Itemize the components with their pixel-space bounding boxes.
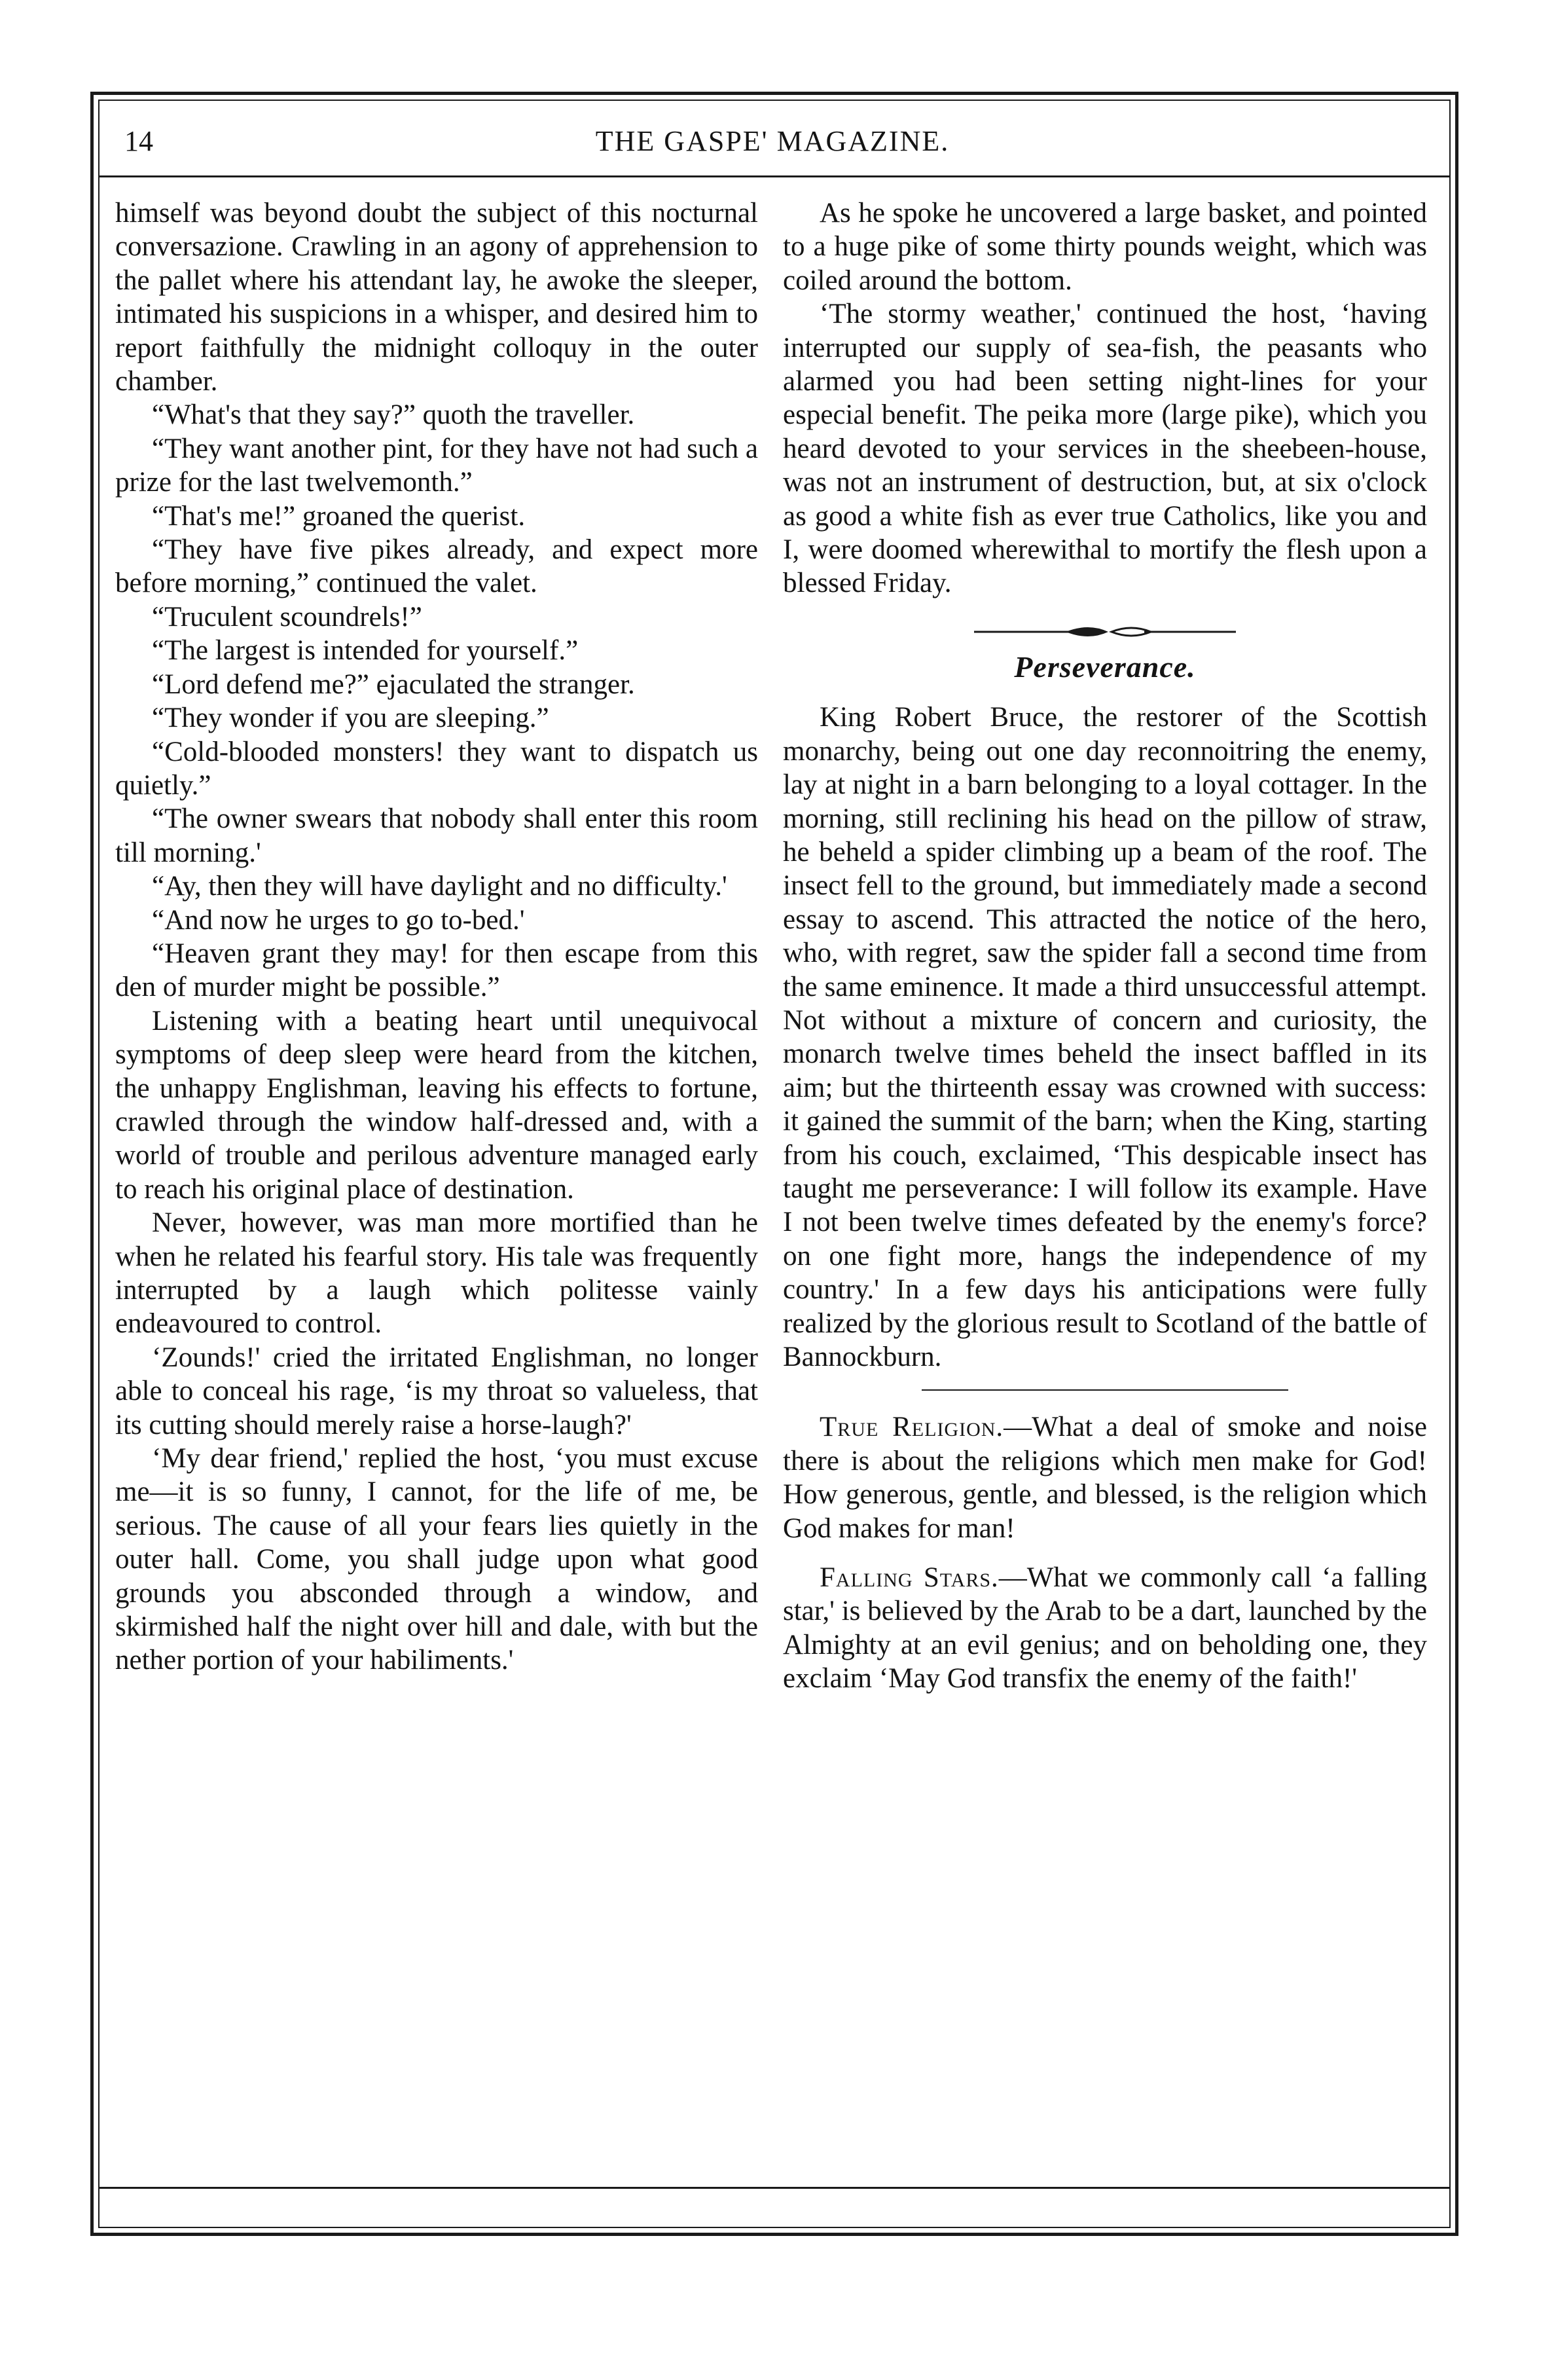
true-religion-lead: True Religion. (820, 1412, 1004, 1443)
paragraph: King Robert Bruce, the restorer of the Scottish monarchy, being out one day reconnoitring the enemy, lay at night in a barn belonging to a loyal cottager. In the morning, still reclining his head on the pillow of straw, he beheld a spider climbing up a beam of the roof. The insect fell to the ground, but immediately made a second essay to ascend. This attracted the notice of the hero, who, with regret, saw the spider fall a second time from the same eminence. It made a third unsuccessful attempt. Not without a mixture of concern and curiosity, the monarch twelve times beheld the insect baffled in its aim; but the thirteenth essay was crowned with success: it gained the summit of the barn; when the King, starting from his couch, exclaimed, ‘This despicable insect has taught me perseverance: I will follow its example. Have I not been twelve times defeated by the enemy's force? on one fight more, hangs the independence of my country.' In a few days his anticipations were fully realized by the glorious result to Scotland of the battle of Bannockburn. (783, 702, 1427, 1372)
page-number: 14 (124, 125, 153, 157)
falling-stars-paragraph (783, 1561, 1427, 1696)
true-religion-paragraph (783, 1410, 1427, 1545)
paragraph: ‘My dear friend,' replied the host, ‘you must excuse me—it is so funny, I cannot, for the life of me, be serious. The cause of all your fears lies quietly in the outer hall. Come, you shall judge upon what good grounds you absconded through a window, and skirmished half the night over hill and dale, with but the nether portion of your habiliments.' (115, 1443, 758, 1676)
paragraph: himself was beyond doubt the subject of this nocturnal conversazione. Crawling in an agony of apprehension to the pallet where his attendant lay, he awoke the sleeper, intimated his suspicions in a whisper, and desired him to report faithfully the midnight colloquy in the outer chamber. (115, 198, 758, 397)
true-religion-text: —What a deal of smoke and noise there is about the religions which men make for God! How generous, gentle, and blessed, is the religion which God makes for man! (783, 1412, 1427, 1544)
falling-stars-text: —What we commonly call ‘a falling star,' is believed by the Arab to be a dart, launched by the Almighty at an evil genius; and on beholding one, they exclaim ‘May God transfix the enemy of the faith!' (783, 1562, 1427, 1694)
paragraph: Listening with a beating heart until unequivocal symptoms of deep sleep were heard from the kitchen, the unhappy Englishman, leaving his effects to fortune, crawled through the window half-dressed and, with a world of trouble and perilous adventure managed early to reach his original place of destination. (115, 1005, 758, 1205)
paragraph: “And now he urges to go to-bed.' (152, 904, 525, 936)
paragraph: As he spoke he uncovered a large basket, and pointed to a huge pike of some thirty pounds weight, which was coiled around the bottom. (783, 198, 1427, 296)
page-header (118, 124, 1427, 170)
paragraph: “Ay, then they will have daylight and no difficulty.' (152, 871, 727, 902)
paragraph: “That's me!” groaned the querist. (152, 500, 526, 532)
paragraph: “What's that they say?” quoth the traveller. (152, 399, 635, 431)
paragraph: “They have five pikes already, and expect more before morning,” continued the valet. (115, 534, 758, 599)
paragraph: “They wonder if you are sleeping.” (152, 703, 549, 734)
paragraph: ‘The stormy weather,' continued the host, ‘having interrupted our supply of sea-fish, the peasants who alarmed you had been setting night-lines for your especial benefit. The peika more (large pike), which you heard devoted to your services in the sheebeen-house, was not an instrument of destruction, but, at six o'clock as good a white fish as ever true Catholics, like you and I, were doomed wherewithal to mortify the flesh upon a blessed Friday. (783, 299, 1427, 599)
paragraph: “The largest is intended for yourself.” (152, 635, 579, 667)
paragraph: “Truculent scoundrels!” (152, 601, 422, 632)
section-end-rule (922, 1389, 1288, 1391)
paragraph: ‘Zounds!' cried the irritated Englishman, no longer able to conceal his rage, ‘is my throat so valueless, that its cutting should merely raise a horse-laugh?' (115, 1342, 758, 1440)
section-ornament-icon (968, 619, 1242, 645)
spacer (783, 1545, 1427, 1561)
paragraph: “The owner swears that nobody shall enter this room till morning.' (115, 803, 758, 868)
running-title: THE GASPE' MAGAZINE. (595, 125, 950, 157)
section-title: Perseverance. (1014, 650, 1196, 684)
right-column (783, 196, 1427, 1696)
paragraph: “Heaven grant they may! for then escape from this den of murder might be possible.” (115, 938, 758, 1003)
footer-rule (98, 2187, 1451, 2189)
left-column (115, 196, 758, 1677)
paragraph: “Lord defend me?” ejaculated the stranger. (152, 668, 635, 700)
paragraph: Never, however, was man more mortified than he when he related his fearful story. His tale was frequently interrupted by a laugh which politesse vainly endeavoured to control. (115, 1207, 758, 1340)
paragraph: “Cold-blooded monsters! they want to dispatch us quietly.” (115, 736, 758, 801)
paragraph: “They want another pint, for they have not had such a prize for the last twelvemonth.” (115, 433, 758, 498)
header-rule (98, 175, 1451, 177)
falling-stars-lead: Falling Stars. (820, 1562, 999, 1594)
